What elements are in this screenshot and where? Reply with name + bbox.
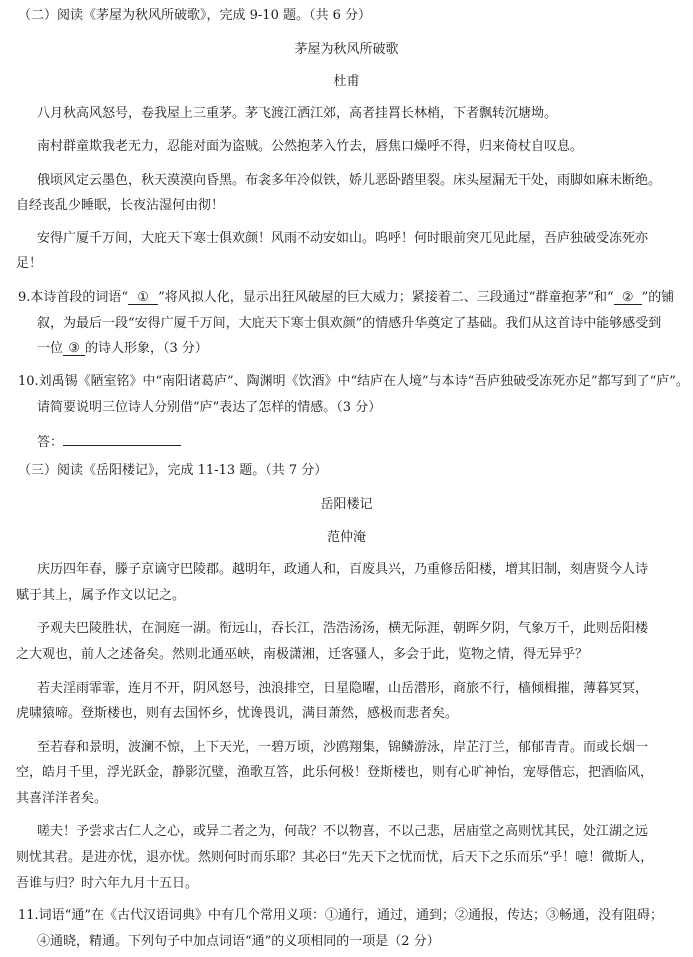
poem-line: 南村群童欺我老无力，忍能对面为盗贼。公然抱茅入竹去，唇焦口燥呼不得，归来倚杖自叹息。 (37, 139, 584, 154)
answer-blank-3[interactable]: ③ (63, 342, 85, 356)
question-9-line-3 (37, 342, 208, 356)
answer-blank-2[interactable]: ② (614, 291, 642, 305)
essay-line: 虎啸猿啼。登斯楼也，则有去国怀乡，忧谗畏讥，满目萧然，感极而悲者矣。 (16, 706, 459, 721)
essay-line: 空，皓月千里，浮光跃金，静影沉璧，渔歌互答，此乐何极！登斯楼也，则有心旷神怡，宠辱偕忘，把酒临风， (16, 765, 654, 780)
essay-line: 吾谁与归？时六年九月十五日。 (16, 876, 199, 891)
question-9-line-1 (18, 291, 674, 305)
essay-line: 其喜洋洋者矣。 (16, 791, 108, 806)
question-11-line-2: ④通晓，精通。下列句子中加点词语“通”的义项相同的一项是（2 分） (37, 934, 440, 949)
question-9-line-2: 叙，为最后一段“安得广厦千万间，大庇天下寒士俱欢颜”的情感升华奠定了基础。我们从这首诗中能够感受到 (37, 316, 662, 331)
essay-line: 赋于其上，属予作文以记之。 (16, 588, 186, 603)
essay-line: 之大观也，前人之述备矣。然则北通巫峡，南极潇湘，迁客骚人，多会于此，览物之情，得无异乎？ (16, 647, 589, 662)
poem-line: 俄顷风定云墨色，秋天漠漠向昏黑。布衾多年冷似铁，娇儿恶卧踏里裂。床头屋漏无干处，雨脚如麻未断绝。 (37, 173, 662, 188)
q9-text: ”将风拟人化，显示出狂风破屋的巨大威力；紧接着二、三段通过“群童抱茅”和“ (158, 290, 614, 305)
answer-line[interactable] (63, 434, 181, 446)
essay-title: 岳阳楼记 (320, 497, 373, 512)
q9-text: 一位 (37, 341, 64, 356)
essay-line: 若夫淫雨霏霏，连月不开，阴风怒号，浊浪排空，日星隐曜，山岳潜形，商旅不行，樯倾楫摧，薄暮冥冥， (37, 681, 649, 696)
section3-header: （三）阅读《岳阳楼记》，完成 11-13 题。（共 7 分） (18, 463, 328, 478)
essay-line: 嗟夫！予尝求古仁人之心，或异二者之为，何哉？不以物喜，不以己悲，居庙堂之高则忧其民，处江湖之远 (37, 824, 649, 839)
answer-label: 答： (37, 435, 64, 450)
q9-text: 的诗人形象，（3 分） (85, 341, 208, 356)
poem-line: 足！ (16, 256, 43, 271)
essay-line: 予观夫巴陵胜状，在洞庭一湖。衔远山，吞长江，浩浩汤汤，横无际涯，朝晖夕阴，气象万千，此则岳阳楼 (37, 621, 649, 636)
poem-line: 八月秋高风怒号，卷我屋上三重茅。茅飞渡江洒江郊，高者挂罥长林梢，下者飘转沉塘坳。 (37, 106, 558, 121)
essay-author: 范仲淹 (326, 530, 366, 545)
essay-line: 至若春和景明，波澜不惊，上下天光，一碧万顷，沙鸥翔集，锦鳞游泳，岸芷汀兰，郁郁青青。而或长烟一 (37, 740, 649, 755)
poem-author: 杜甫 (333, 74, 360, 89)
question-10-line-2: 请简要说明三位诗人分别借“庐”表达了怎样的情感。（3 分） (37, 400, 382, 415)
poem-line: 自经丧乱少睡眠，长夜沾湿何由彻！ (16, 198, 225, 213)
q9-text: ”的铺 (641, 290, 675, 305)
poem-line: 安得广厦千万间，大庇天下寒士俱欢颜！风雨不动安如山。呜呼！何时眼前突兀见此屋，吾庐独破受冻死亦 (37, 231, 649, 246)
essay-line: 庆历四年春，滕子京谪守巴陵郡。越明年，政通人和，百废具兴，乃重修岳阳楼，增其旧制，刻唐贤今人诗 (37, 562, 649, 577)
answer-blank-1[interactable]: ① (128, 291, 158, 305)
question-10-line-1: 10.刘禹锡《陋室铭》中“南阳诸葛庐”、陶渊明《饮酒》中“结庐在人境”与本诗“吾庐独破受冻死亦足”都写到了“庐”。 (18, 374, 689, 389)
question-11-line-1: 11.词语“通”在《古代汉语词典》中有几个常用义项：①通行，通过，通到；②通报，传达；③畅通，没有阻碍； (18, 908, 663, 923)
q9-text: 9.本诗首段的词语“ (18, 290, 129, 305)
question-10-answer (37, 434, 181, 449)
essay-line: 则忧其君。是进亦忧，退亦忧。然则何时而乐耶？其必曰“先天下之忧而忧，后天下之乐而乐”乎！噫！微斯人， (16, 850, 654, 865)
poem-title: 茅屋为秋风所破歌 (294, 42, 399, 57)
section2-header: （二）阅读《茅屋为秋风所破歌》，完成 9-10 题。（共 6 分） (18, 8, 372, 23)
